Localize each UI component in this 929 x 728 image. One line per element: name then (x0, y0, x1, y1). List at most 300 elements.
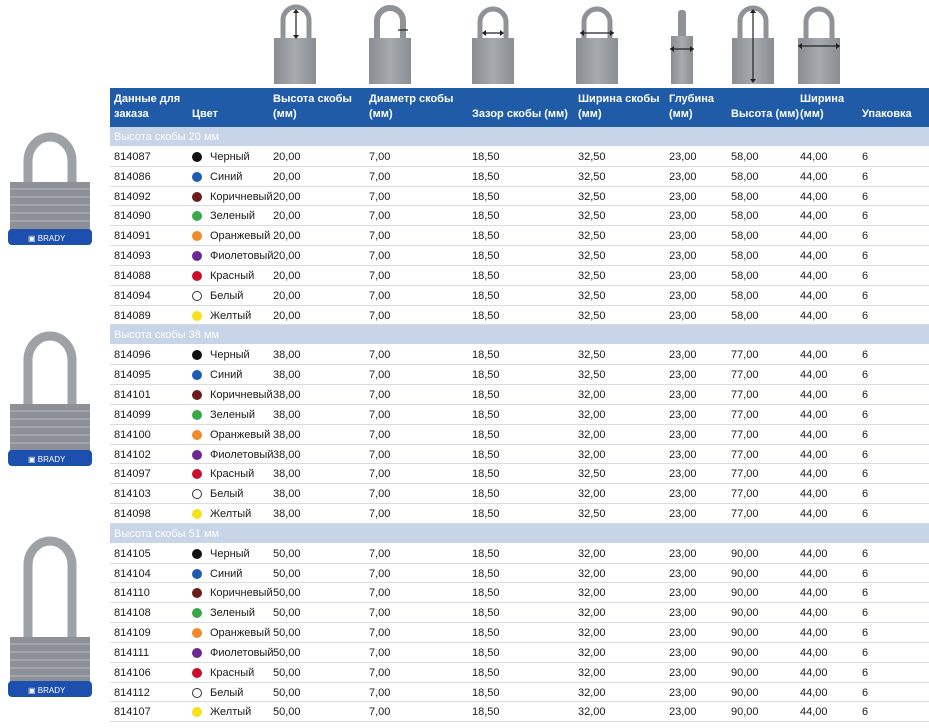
shackle-width-cell: 32,00 (578, 607, 606, 620)
shackle-width-cell: 32,00 (578, 547, 606, 560)
color-name-cell: Коричневый (210, 587, 273, 600)
depth-cell: 23,00 (669, 309, 697, 322)
depth-cell: 23,00 (669, 388, 697, 401)
shackle-width-cell: 32,50 (578, 369, 606, 382)
table-row (110, 385, 929, 405)
order-code-cell: 814088 (114, 269, 151, 282)
shackle-diameter-cell: 7,00 (369, 269, 391, 282)
color-swatch-icon (192, 172, 202, 182)
shackle-clearance-cell: 18,50 (472, 289, 500, 302)
table-row (110, 147, 929, 167)
shackle-height-cell: 50,00 (273, 587, 301, 600)
shackle-width-cell: 32,50 (578, 289, 606, 302)
shackle-diameter-cell: 7,00 (369, 349, 391, 362)
width-cell: 44,00 (800, 190, 828, 203)
shackle-height-cell: 20,00 (273, 250, 301, 263)
order-code-cell: 814103 (114, 488, 151, 501)
order-code-cell: 814104 (114, 567, 151, 580)
order-code-cell: 814100 (114, 428, 151, 441)
shackle-clearance-cell: 18,50 (472, 230, 500, 243)
color-name-cell: Желтый (210, 508, 252, 521)
order-code-cell: 814102 (114, 448, 151, 461)
shackle-width-cell: 32,50 (578, 269, 606, 282)
shackle-diameter-cell: 7,00 (369, 170, 391, 183)
shackle-diameter-cell: 7,00 (369, 448, 391, 461)
depth-cell: 23,00 (669, 369, 697, 382)
header-code-line2: заказа (114, 108, 149, 120)
header-depth-line1: Глубина (669, 93, 714, 105)
color-name-cell: Коричневый (210, 388, 273, 401)
pack-cell: 6 (862, 150, 869, 163)
order-code-cell: 814091 (114, 230, 151, 243)
height-cell: 77,00 (731, 349, 759, 362)
pack-cell: 6 (862, 408, 869, 421)
height-cell: 90,00 (731, 686, 759, 699)
shackle-diameter-cell: 7,00 (369, 309, 391, 322)
shackle-width-cell: 32,50 (578, 468, 606, 481)
width-cell: 44,00 (800, 508, 828, 521)
pack-cell: 6 (862, 448, 869, 461)
shackle-width-cell: 32,00 (578, 587, 606, 600)
shackle-height-cell: 50,00 (273, 666, 301, 679)
height-cell: 58,00 (731, 190, 759, 203)
shackle-height-cell: 20,00 (273, 289, 301, 302)
shackle-height-cell: 38,00 (273, 468, 301, 481)
depth-cell: 23,00 (669, 250, 697, 263)
table-body (110, 127, 929, 722)
height-cell: 77,00 (731, 468, 759, 481)
width-cell: 44,00 (800, 388, 828, 401)
depth-cell: 23,00 (669, 488, 697, 501)
shackle-diameter-cell: 7,00 (369, 508, 391, 521)
shackle-diameter-cell: 7,00 (369, 150, 391, 163)
table-row (110, 206, 929, 226)
order-code-cell: 814110 (114, 587, 150, 600)
shackle-height-cell: 20,00 (273, 230, 301, 243)
shackle-height-cell: 38,00 (273, 388, 301, 401)
shackle-width-cell: 32,50 (578, 250, 606, 263)
width-icon (798, 9, 840, 84)
order-code-cell: 814099 (114, 408, 151, 421)
color-swatch-icon (192, 311, 202, 321)
color-swatch-icon (192, 608, 202, 618)
shackle-diameter-cell: 7,00 (369, 488, 391, 501)
width-cell: 44,00 (800, 488, 828, 501)
width-cell: 44,00 (800, 210, 828, 223)
shackle-clearance-cell: 18,50 (472, 646, 500, 659)
height-cell: 90,00 (731, 607, 759, 620)
color-swatch-icon (192, 430, 202, 440)
order-code-cell: 814097 (114, 468, 151, 481)
color-name-cell: Синий (210, 369, 243, 382)
shackle-clearance-cell: 18,50 (472, 448, 500, 461)
pack-cell: 6 (862, 607, 869, 620)
shackle-clearance-cell: 18,50 (472, 309, 500, 322)
width-cell: 44,00 (800, 428, 828, 441)
color-name-cell: Оранжевый (210, 627, 271, 640)
order-code-cell: 814111 (114, 646, 150, 659)
shackle-height-cell: 20,00 (273, 309, 301, 322)
depth-cell: 23,00 (669, 210, 697, 223)
color-name-cell: Черный (210, 547, 250, 560)
color-swatch-icon (192, 588, 202, 598)
shackle-clearance-cell: 18,50 (472, 150, 500, 163)
shackle-clearance-cell: 18,50 (472, 170, 500, 183)
color-name-cell: Желтый (210, 309, 252, 322)
shackle-diameter-cell: 7,00 (369, 230, 391, 243)
order-code-cell: 814092 (114, 190, 151, 203)
depth-cell: 23,00 (669, 170, 697, 183)
shackle-height-cell: 38,00 (273, 508, 301, 521)
table-row (110, 306, 929, 326)
depth-cell: 23,00 (669, 349, 697, 362)
shackle-height-cell: 20,00 (273, 190, 301, 203)
width-cell: 44,00 (800, 587, 828, 600)
depth-cell: 23,00 (669, 190, 697, 203)
table-row (110, 365, 929, 385)
shackle-diameter-cell: 7,00 (369, 428, 391, 441)
height-cell: 77,00 (731, 388, 759, 401)
shackle-width-cell: 32,00 (578, 627, 606, 640)
shackle-clearance-cell: 18,50 (472, 488, 500, 501)
svg-text:▣ BRADY: ▣ BRADY (28, 686, 66, 695)
shackle-diameter-cell: 7,00 (369, 607, 391, 620)
width-cell: 44,00 (800, 150, 828, 163)
width-cell: 44,00 (800, 230, 828, 243)
height-cell: 58,00 (731, 170, 759, 183)
shackle-width-cell: 32,00 (578, 646, 606, 659)
color-swatch-icon (192, 370, 202, 380)
table-row (110, 464, 929, 484)
shackle-clearance-cell: 18,50 (472, 587, 500, 600)
shackle-diameter-cell: 7,00 (369, 408, 391, 421)
depth-cell: 23,00 (669, 706, 697, 719)
order-code-cell: 814107 (114, 706, 151, 719)
table-row (110, 504, 929, 524)
color-name-cell: Белый (210, 289, 244, 302)
color-name-cell: Фиолетовый (210, 250, 274, 263)
height-cell: 90,00 (731, 646, 759, 659)
width-cell: 44,00 (800, 349, 828, 362)
pack-cell: 6 (862, 428, 869, 441)
shackle-height-cell: 20,00 (273, 269, 301, 282)
pack-cell: 6 (862, 349, 869, 362)
color-name-cell: Зеленый (210, 408, 256, 421)
shackle-height-cell: 20,00 (273, 210, 301, 223)
table-row (110, 564, 929, 584)
order-code-cell: 814108 (114, 607, 151, 620)
shackle-width-cell: 32,00 (578, 488, 606, 501)
width-cell: 44,00 (800, 468, 828, 481)
shackle-height-cell: 38,00 (273, 488, 301, 501)
shackle-width-cell: 32,00 (578, 706, 606, 719)
table-row (110, 603, 929, 623)
color-swatch-icon (192, 569, 202, 579)
shackle-height-cell: 50,00 (273, 646, 301, 659)
color-swatch-icon (192, 509, 202, 519)
table-row (110, 643, 929, 663)
height-icon (732, 8, 774, 84)
order-code-cell: 814095 (114, 369, 151, 382)
shackle-width-cell: 32,00 (578, 567, 606, 580)
depth-cell: 23,00 (669, 627, 697, 640)
pack-cell: 6 (862, 686, 869, 699)
shackle-clearance-cell: 18,50 (472, 349, 500, 362)
order-code-cell: 814090 (114, 210, 151, 223)
shackle-width-cell: 32,00 (578, 686, 606, 699)
header-shackle_height-line2: (мм) (273, 108, 297, 120)
height-cell: 77,00 (731, 428, 759, 441)
color-swatch-icon (192, 549, 202, 559)
width-cell: 44,00 (800, 369, 828, 382)
order-code-cell: 814101 (114, 388, 151, 401)
color-name-cell: Зеленый (210, 607, 256, 620)
shackle-height-cell: 20,00 (273, 150, 301, 163)
width-cell: 44,00 (800, 686, 828, 699)
shackle-diameter-cell: 7,00 (369, 627, 391, 640)
shackle-diameter-cell: 7,00 (369, 468, 391, 481)
depth-cell: 23,00 (669, 269, 697, 282)
pack-cell: 6 (862, 388, 869, 401)
shackle-height-cell: 38,00 (273, 349, 301, 362)
pack-cell: 6 (862, 468, 869, 481)
width-cell: 44,00 (800, 627, 828, 640)
height-cell: 90,00 (731, 666, 759, 679)
height-cell: 77,00 (731, 369, 759, 382)
shackle-width-cell: 32,50 (578, 508, 606, 521)
shackle-width-cell: 32,50 (578, 190, 606, 203)
table-row (110, 583, 929, 603)
pack-cell: 6 (862, 170, 869, 183)
pack-cell: 6 (862, 369, 869, 382)
shackle-clearance-cell: 18,50 (472, 250, 500, 263)
shackle-diameter-cell: 7,00 (369, 547, 391, 560)
header-depth-line2: (мм) (669, 108, 693, 120)
height-cell: 90,00 (731, 567, 759, 580)
table-row (110, 226, 929, 246)
table-row (110, 623, 929, 643)
table-row (110, 683, 929, 703)
color-name-cell: Черный (210, 349, 250, 362)
color-name-cell: Зеленый (210, 210, 256, 223)
spec-table (110, 88, 929, 722)
color-name-cell: Красный (210, 666, 255, 679)
order-code-cell: 814109 (114, 627, 151, 640)
depth-cell: 23,00 (669, 408, 697, 421)
padlock-51mm-image (2, 535, 98, 705)
svg-text:▣ BRADY: ▣ BRADY (28, 234, 66, 243)
color-name-cell: Фиолетовый (210, 646, 274, 659)
table-header (110, 88, 929, 127)
depth-cell: 23,00 (669, 607, 697, 620)
shackle-diameter-icon (369, 8, 411, 84)
color-name-cell: Синий (210, 567, 243, 580)
pack-cell: 6 (862, 587, 869, 600)
color-name-cell: Красный (210, 468, 255, 481)
shackle-height-cell: 50,00 (273, 706, 301, 719)
table-row (110, 266, 929, 286)
table-row (110, 345, 929, 365)
height-cell: 77,00 (731, 508, 759, 521)
order-code-cell: 814086 (114, 170, 151, 183)
pack-cell: 6 (862, 567, 869, 580)
pack-cell: 6 (862, 646, 869, 659)
height-cell: 58,00 (731, 150, 759, 163)
color-swatch-icon (192, 291, 202, 301)
shackle-diameter-cell: 7,00 (369, 567, 391, 580)
shackle-clearance-cell: 18,50 (472, 190, 500, 203)
height-cell: 58,00 (731, 289, 759, 302)
depth-cell: 23,00 (669, 448, 697, 461)
shackle-height-cell: 50,00 (273, 607, 301, 620)
section-header: Высота скобы 51 мм (110, 524, 929, 544)
table-row (110, 405, 929, 425)
width-cell: 44,00 (800, 250, 828, 263)
color-swatch-icon (192, 489, 202, 499)
shackle-height-cell: 20,00 (273, 170, 301, 183)
depth-cell: 23,00 (669, 686, 697, 699)
color-name-cell: Синий (210, 170, 243, 183)
order-code-cell: 814087 (114, 150, 151, 163)
shackle-diameter-cell: 7,00 (369, 210, 391, 223)
height-cell: 90,00 (731, 706, 759, 719)
color-swatch-icon (192, 271, 202, 281)
height-cell: 58,00 (731, 250, 759, 263)
header-shackle_diameter-line2: (мм) (369, 108, 393, 120)
header-color-line2: Цвет (192, 108, 219, 120)
pack-cell: 6 (862, 309, 869, 322)
shackle-width-cell: 32,00 (578, 428, 606, 441)
shackle-clearance-cell: 18,50 (472, 706, 500, 719)
shackle-diameter-cell: 7,00 (369, 250, 391, 263)
shackle-width-cell: 32,50 (578, 170, 606, 183)
table-row (110, 702, 929, 722)
shackle-diameter-cell: 7,00 (369, 666, 391, 679)
width-cell: 44,00 (800, 706, 828, 719)
pack-cell: 6 (862, 488, 869, 501)
color-swatch-icon (192, 350, 202, 360)
width-cell: 44,00 (800, 547, 828, 560)
shackle-width-icon (576, 9, 618, 84)
color-name-cell: Коричневый (210, 190, 273, 203)
color-swatch-icon (192, 152, 202, 162)
color-swatch-icon (192, 251, 202, 261)
height-cell: 90,00 (731, 587, 759, 600)
pack-cell: 6 (862, 190, 869, 203)
width-cell: 44,00 (800, 646, 828, 659)
header-width-line2: (мм) (800, 108, 824, 120)
color-name-cell: Фиолетовый (210, 448, 274, 461)
order-code-cell: 814093 (114, 250, 151, 263)
color-swatch-icon (192, 192, 202, 202)
color-swatch-icon (192, 648, 202, 658)
depth-cell: 23,00 (669, 646, 697, 659)
width-cell: 44,00 (800, 666, 828, 679)
shackle-clearance-cell: 18,50 (472, 666, 500, 679)
header-shackle_clearance-line2: Зазор скобы (мм) (472, 108, 568, 120)
color-swatch-icon (192, 668, 202, 678)
width-cell: 44,00 (800, 170, 828, 183)
dimension-icons (0, 0, 929, 88)
width-cell: 44,00 (800, 448, 828, 461)
shackle-clearance-cell: 18,50 (472, 567, 500, 580)
shackle-clearance-cell: 18,50 (472, 468, 500, 481)
shackle-clearance-icon (472, 9, 514, 84)
shackle-diameter-cell: 7,00 (369, 289, 391, 302)
pack-cell: 6 (862, 210, 869, 223)
pack-cell: 6 (862, 666, 869, 679)
color-swatch-icon (192, 469, 202, 479)
depth-cell: 23,00 (669, 547, 697, 560)
shackle-clearance-cell: 18,50 (472, 508, 500, 521)
shackle-width-cell: 32,00 (578, 408, 606, 421)
color-name-cell: Желтый (210, 706, 252, 719)
table-row (110, 187, 929, 207)
depth-cell: 23,00 (669, 468, 697, 481)
shackle-width-cell: 32,50 (578, 349, 606, 362)
shackle-diameter-cell: 7,00 (369, 388, 391, 401)
color-swatch-icon (192, 390, 202, 400)
shackle-height-cell: 38,00 (273, 408, 301, 421)
depth-icon (670, 10, 694, 84)
header-pack-line2: Упаковка (862, 108, 912, 120)
pack-cell: 6 (862, 706, 869, 719)
table-row (110, 167, 929, 187)
shackle-clearance-cell: 18,50 (472, 428, 500, 441)
section-header: Высота скобы 20 мм (110, 127, 929, 147)
table-row (110, 425, 929, 445)
header-shackle_height-line1: Высота скобы (273, 93, 352, 105)
shackle-diameter-cell: 7,00 (369, 646, 391, 659)
table-row (110, 544, 929, 564)
shackle-width-cell: 32,50 (578, 309, 606, 322)
padlock-20mm-image (2, 127, 98, 259)
shackle-clearance-cell: 18,50 (472, 627, 500, 640)
color-swatch-icon (192, 231, 202, 241)
shackle-width-cell: 32,50 (578, 150, 606, 163)
height-cell: 58,00 (731, 269, 759, 282)
height-cell: 90,00 (731, 547, 759, 560)
shackle-clearance-cell: 18,50 (472, 269, 500, 282)
shackle-height-icon (274, 7, 316, 84)
pack-cell: 6 (862, 627, 869, 640)
height-cell: 58,00 (731, 210, 759, 223)
shackle-diameter-cell: 7,00 (369, 190, 391, 203)
order-code-cell: 814106 (114, 666, 151, 679)
pack-cell: 6 (862, 250, 869, 263)
color-name-cell: Оранжевый (210, 230, 271, 243)
depth-cell: 23,00 (669, 508, 697, 521)
depth-cell: 23,00 (669, 150, 697, 163)
header-code-line1: Данные для (114, 93, 181, 105)
order-code-cell: 814105 (114, 547, 151, 560)
order-code-cell: 814089 (114, 309, 151, 322)
color-name-cell: Белый (210, 488, 244, 501)
pack-cell: 6 (862, 508, 869, 521)
depth-cell: 23,00 (669, 289, 697, 302)
depth-cell: 23,00 (669, 666, 697, 679)
shackle-diameter-cell: 7,00 (369, 369, 391, 382)
color-name-cell: Красный (210, 269, 255, 282)
height-cell: 77,00 (731, 408, 759, 421)
depth-cell: 23,00 (669, 567, 697, 580)
section-header: Высота скобы 38 мм (110, 325, 929, 345)
width-cell: 44,00 (800, 289, 828, 302)
table-row (110, 246, 929, 266)
shackle-clearance-cell: 18,50 (472, 210, 500, 223)
shackle-height-cell: 50,00 (273, 547, 301, 560)
shackle-diameter-cell: 7,00 (369, 587, 391, 600)
